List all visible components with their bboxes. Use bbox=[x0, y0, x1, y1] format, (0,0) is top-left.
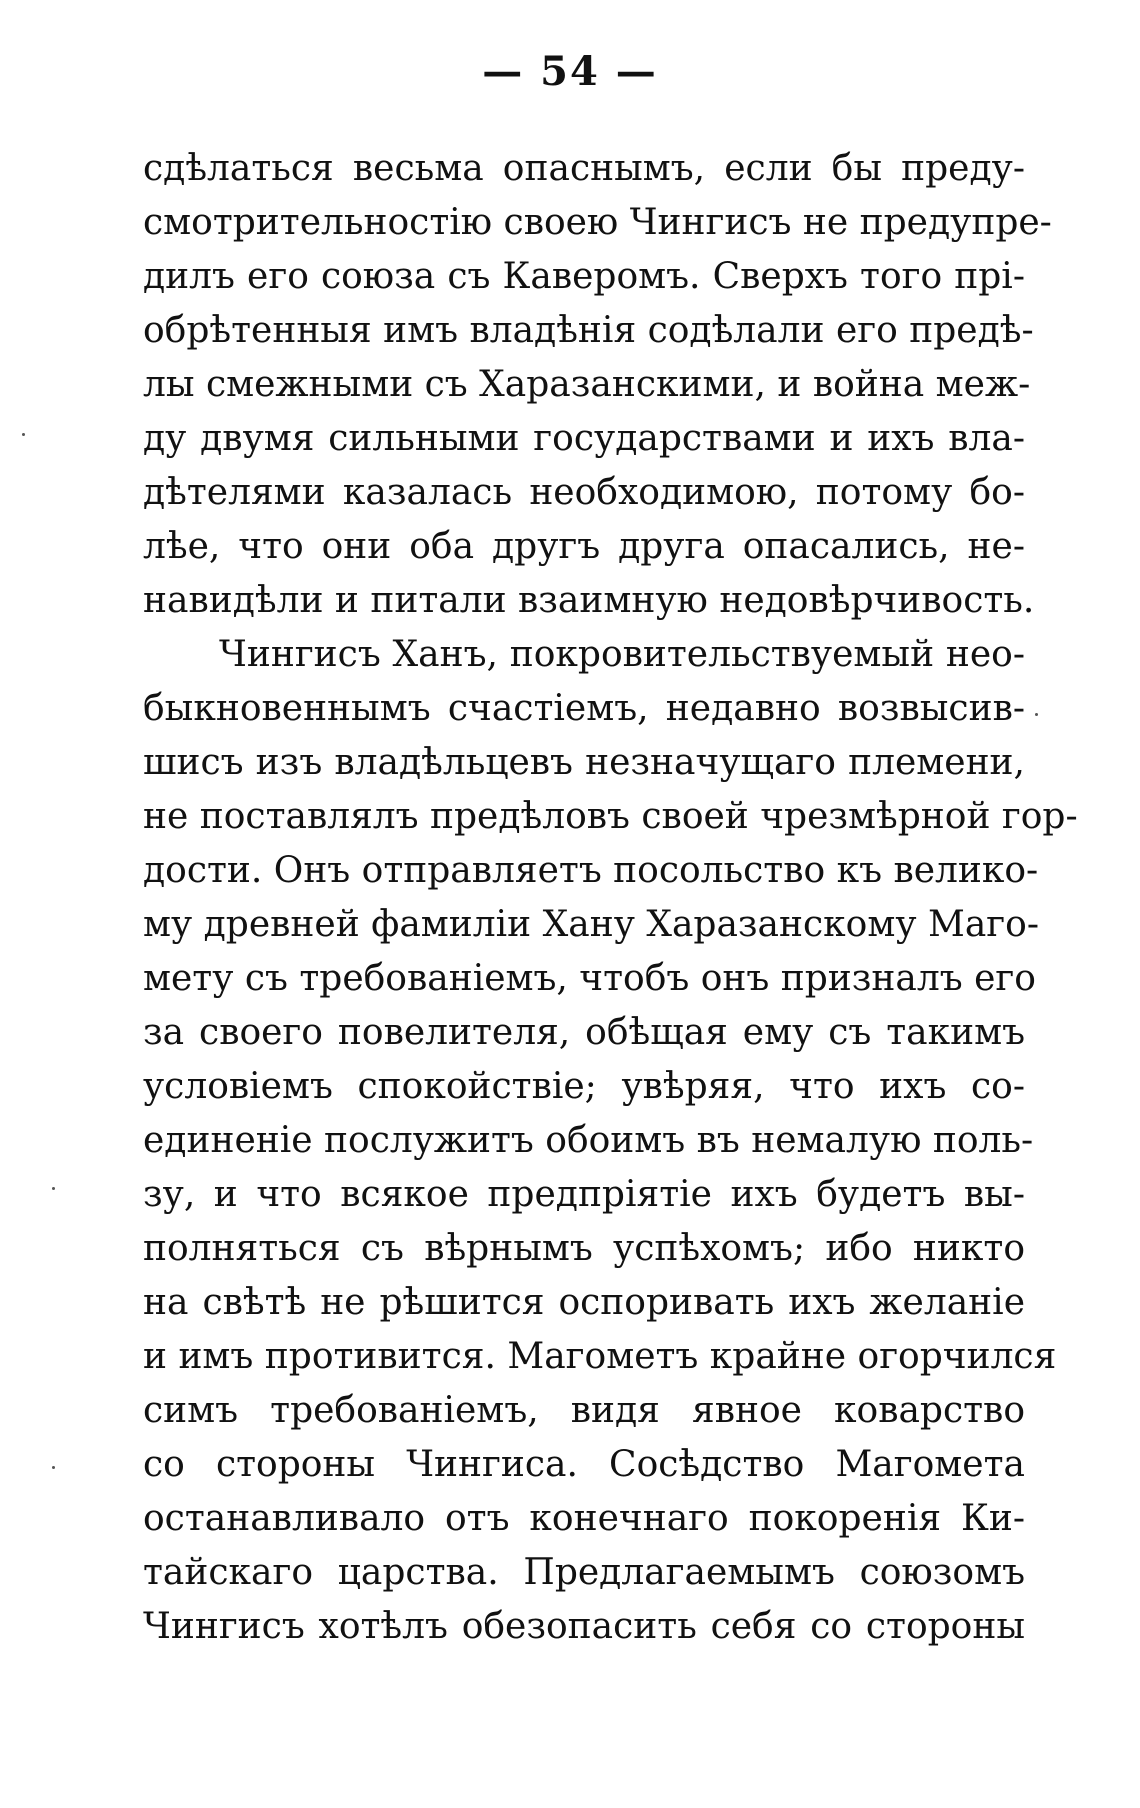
scan-speck bbox=[22, 433, 25, 436]
scan-speck bbox=[52, 1187, 55, 1190]
text-line: дѣтелями казалась необходимою, потому бо- bbox=[143, 472, 1025, 513]
text-line: симъ требованіемъ, видя явное коварство bbox=[143, 1390, 1025, 1431]
text-line: ду двумя сильными государствами и ихъ вла- bbox=[143, 418, 1025, 459]
body-text bbox=[143, 142, 1078, 1654]
text-line: условіемъ спокойствіе; увѣряя, что ихъ со- bbox=[143, 1066, 1025, 1107]
scan-speck bbox=[52, 1466, 55, 1469]
text-line: и имъ противится. Магометъ крайне огорчился bbox=[143, 1336, 1057, 1377]
text-line: дости. Онъ отправляетъ посольство къ велико- bbox=[143, 850, 1039, 891]
text-line: тайскаго царства. Предлагаемымъ союзомъ bbox=[143, 1552, 1025, 1593]
text-line: полняться съ вѣрнымъ успѣхомъ; ибо никто bbox=[143, 1228, 1025, 1269]
text-line: быкновеннымъ счастіемъ, недавно возвысив- bbox=[143, 688, 1025, 729]
text-line: му древней фамиліи Хану Харазанскому Маго- bbox=[143, 904, 1039, 945]
text-line: лы смежными съ Харазанскими, и война меж- bbox=[143, 364, 1031, 405]
text-line: зу, и что всякое предпріятіе ихъ будетъ вы- bbox=[143, 1174, 1025, 1215]
text-line: со стороны Чингиса. Сосѣдство Магомета bbox=[143, 1444, 1025, 1485]
text-line: единеніе послужитъ обоимъ въ немалую поль- bbox=[143, 1120, 1034, 1161]
text-line: не поставлялъ предѣловъ своей чрезмѣрной гор- bbox=[143, 796, 1078, 837]
scan-speck bbox=[1035, 713, 1038, 716]
text-line: Чингисъ хотѣлъ обезопасить себя со стороны bbox=[143, 1606, 1025, 1647]
text-line: шисъ изъ владѣльцевъ незначущаго племени, bbox=[143, 742, 1025, 783]
text-line: сдѣлаться весьма опаснымъ, если бы преду- bbox=[143, 148, 1025, 189]
page-number: — 54 — bbox=[482, 48, 658, 95]
paragraph-end-line: навидѣли и питали взаимную недовѣрчивость. bbox=[143, 580, 1035, 621]
text-line: останавливало отъ конечнаго покоренія Ки- bbox=[143, 1498, 1025, 1539]
text-line: за своего повелителя, обѣщая ему съ такимъ bbox=[143, 1012, 1025, 1053]
paragraph-start-line: Чингисъ Ханъ, покровительствуемый нео- bbox=[219, 634, 1025, 675]
text-line: дилъ его союза съ Каверомъ. Сверхъ того прі- bbox=[143, 256, 1025, 297]
text-line: обрѣтенныя имъ владѣнія содѣлали его предѣ- bbox=[143, 310, 1034, 351]
text-line: на свѣтѣ не рѣшится оспоривать ихъ желаніе bbox=[143, 1282, 1025, 1323]
text-line: мету съ требованіемъ, чтобъ онъ призналъ его bbox=[143, 958, 1036, 999]
text-line: лѣе, что они оба другъ друга опасались, не- bbox=[143, 526, 1025, 567]
text-line: смотрительностію своею Чингисъ не предупре- bbox=[143, 202, 1052, 243]
